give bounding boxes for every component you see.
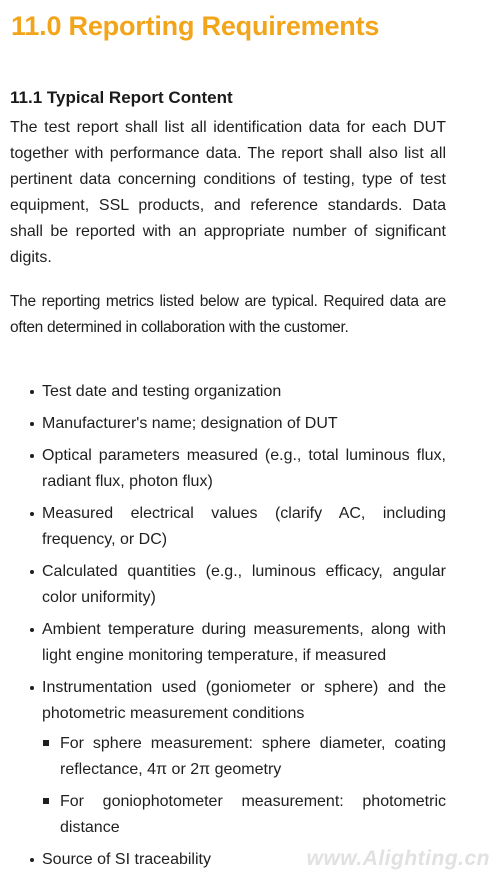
paragraph-metrics: The reporting metrics listed below are typical. Required data are often determined in collaboration with the customer. — [10, 293, 446, 336]
bullet-dot-icon — [30, 454, 34, 458]
list-item-text: Test date and testing organization — [42, 383, 282, 400]
section-heading: 11.1 Typical Report Content — [10, 88, 233, 107]
list-item-text: Optical parameters measured (e.g., total luminous flux, radiant flux, photon flux) — [42, 447, 446, 490]
bullet-dot-icon — [30, 686, 34, 690]
list-item-text: Calculated quantities (e.g., luminous efficacy, angular color uniformity) — [42, 563, 446, 606]
section-content — [10, 86, 446, 879]
list-item-text: Manufacturer's name; designation of DUT — [42, 415, 338, 432]
list-item-text: Ambient temperature during measurements, along with light engine monitoring temperature, if measured — [42, 621, 446, 664]
watermark: www.Alighting.cn — [306, 847, 490, 870]
bullet-list — [10, 379, 446, 873]
bullet-dot-icon — [30, 570, 34, 574]
list-item-text: Instrumentation used (goniometer or sphere) and the photometric measurement conditions — [42, 679, 446, 722]
list-item — [10, 379, 446, 405]
bullet-dot-icon — [30, 858, 34, 862]
sub-list-item-text: For goniophotometer measurement: photometric distance — [60, 793, 446, 836]
list-item — [10, 501, 446, 553]
bullet-dot-icon — [30, 628, 34, 632]
list-item — [10, 443, 446, 495]
list-item-text: Source of SI traceability — [42, 851, 211, 868]
paragraph-intro: The test report shall list all identification data for each DUT together with performance data. The report shall also list all pertinent data concerning conditions of testing, type of test equipment, SSL products, and reference standards. Data shall be reported with an appropriate number of significant digits. — [10, 119, 446, 266]
page-title: 11.0 Reporting Requirements — [11, 11, 380, 41]
list-item — [10, 617, 446, 669]
bullet-dot-icon — [30, 422, 34, 426]
bullet-dot-icon — [30, 512, 34, 516]
square-bullet-icon — [43, 740, 49, 746]
list-item — [10, 559, 446, 611]
list-item — [10, 675, 446, 841]
list-item — [10, 411, 446, 437]
square-bullet-icon — [43, 798, 49, 804]
list-item-text: Measured electrical values (clarify AC, including frequency, or DC) — [42, 505, 446, 548]
sub-list-item-text: For sphere measurement: sphere diameter, coating reflectance, 4π or 2π geometry — [60, 735, 446, 778]
sub-list-item — [42, 789, 446, 841]
sub-bullet-list — [42, 731, 446, 841]
bullet-dot-icon — [30, 390, 34, 394]
sub-list-item — [42, 731, 446, 783]
